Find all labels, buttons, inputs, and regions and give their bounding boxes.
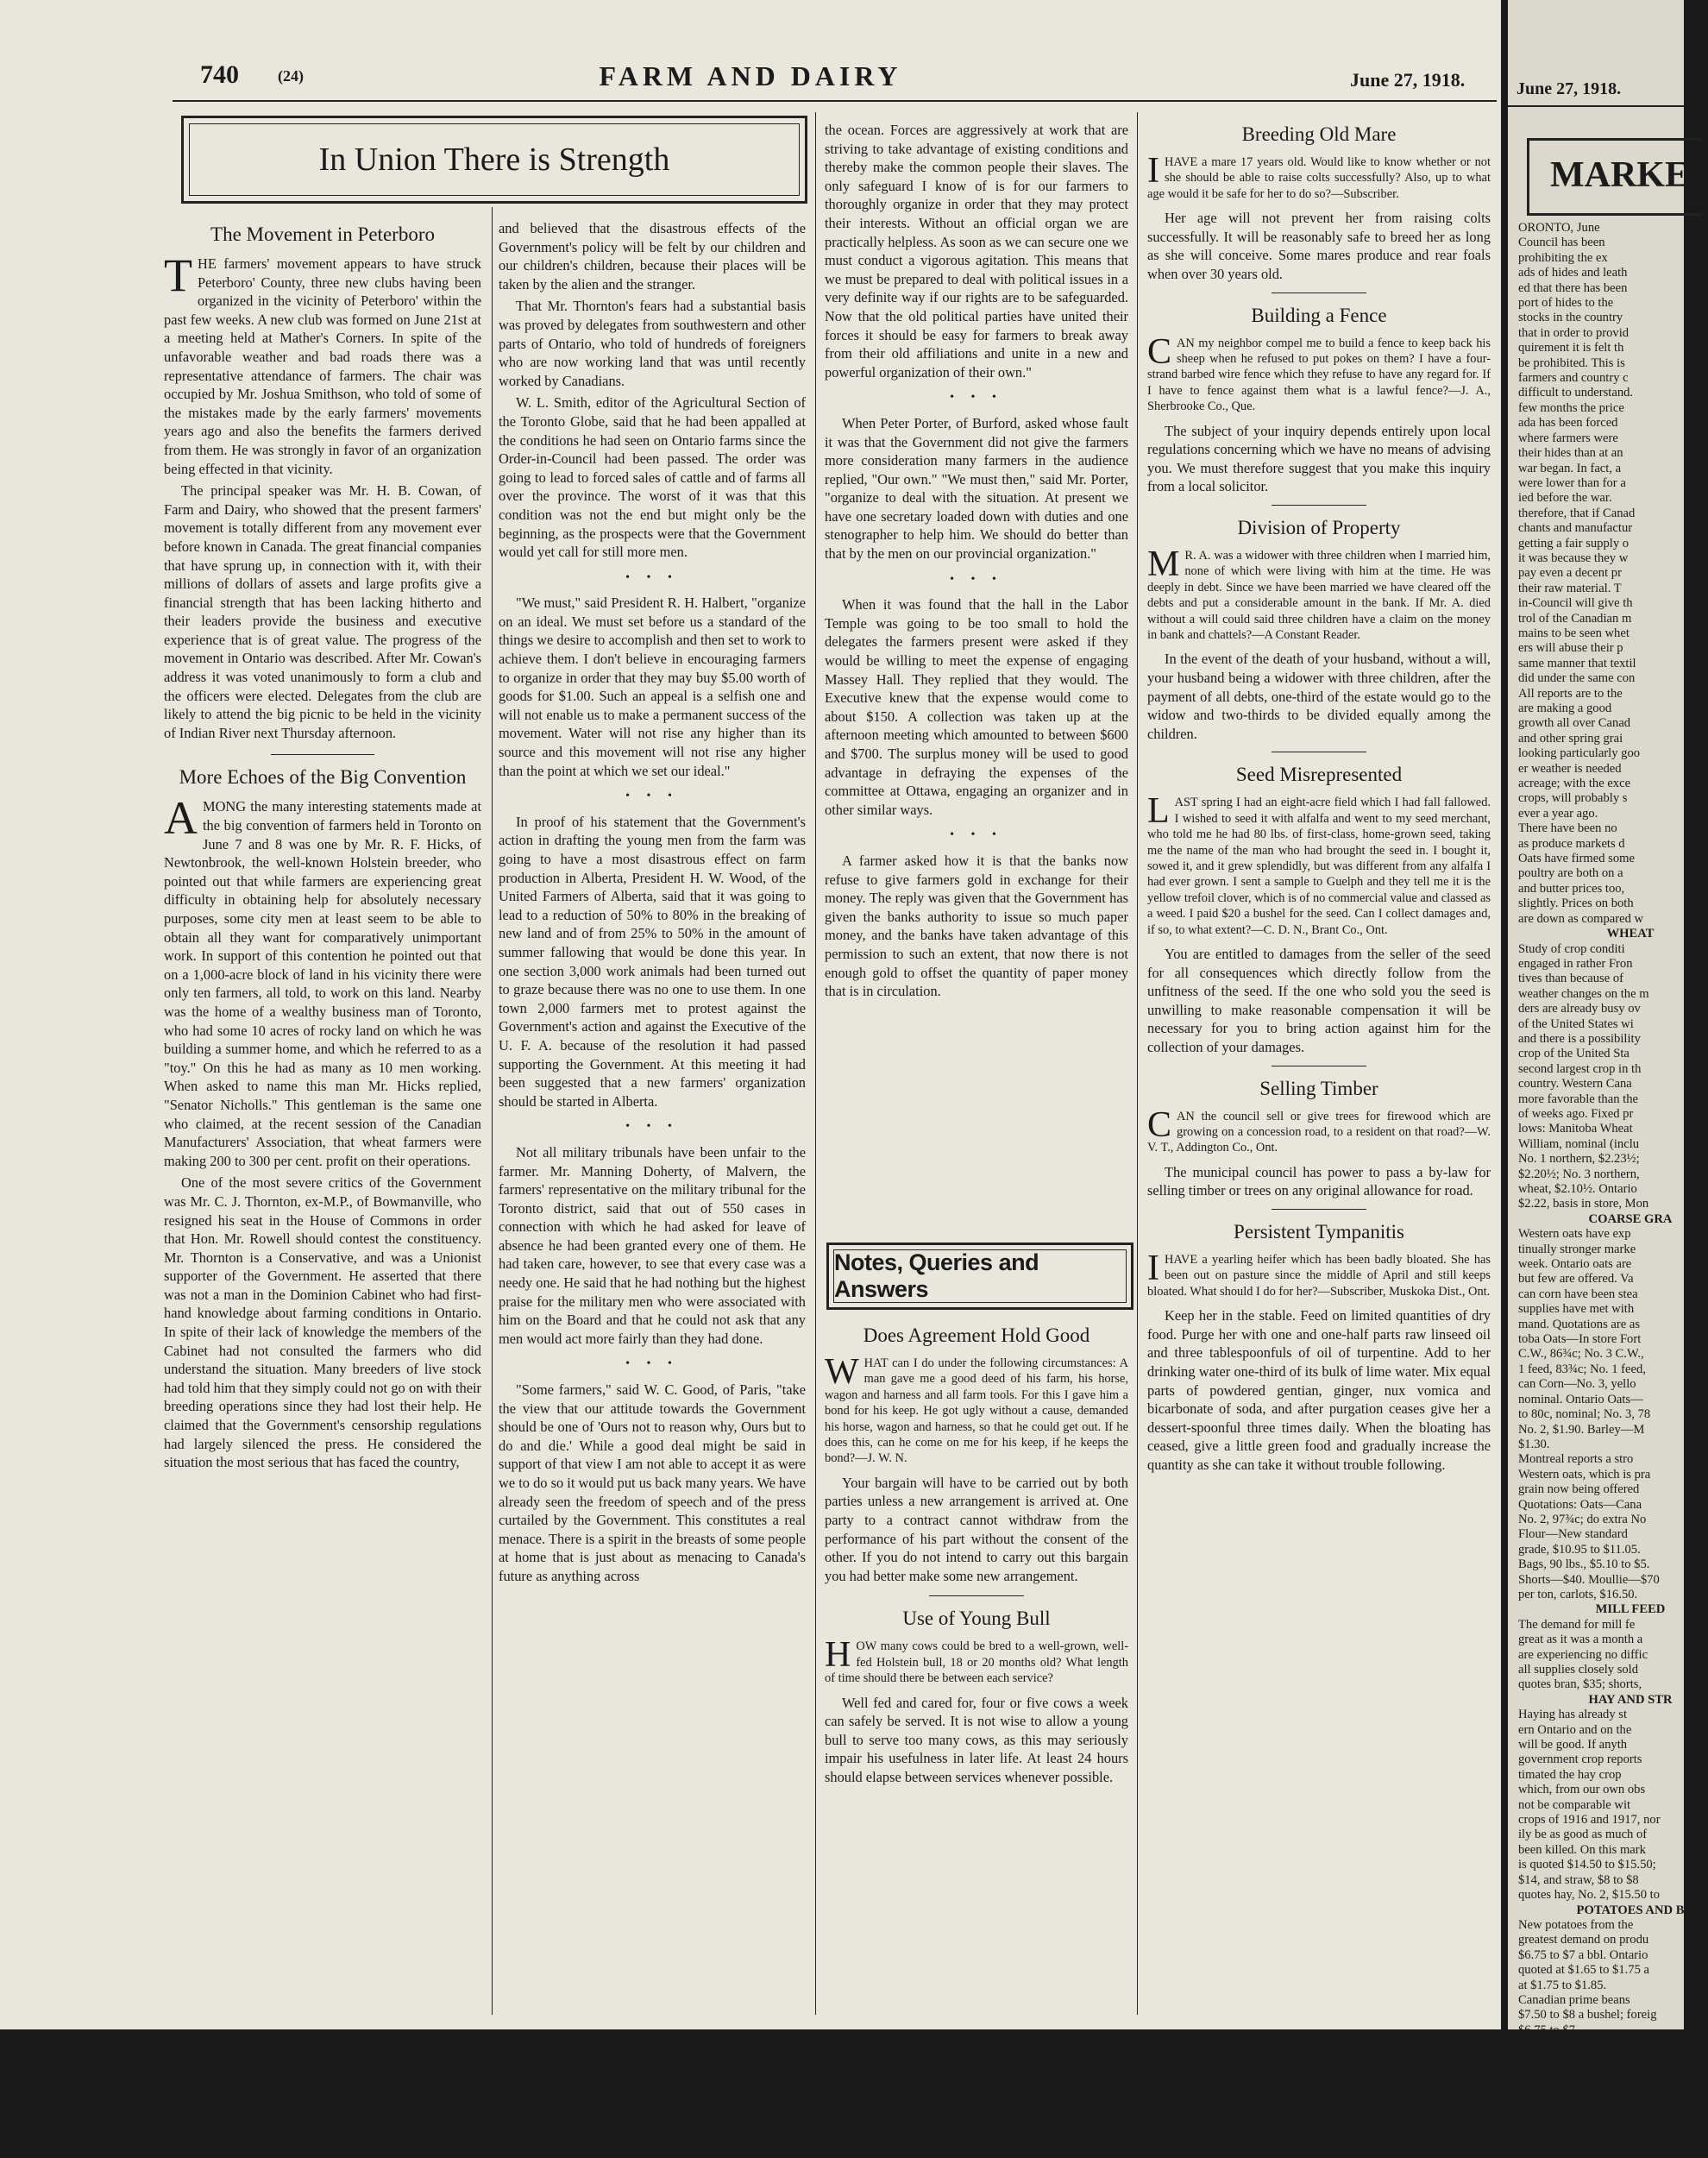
separator: • • • <box>950 391 1003 405</box>
market-line: quotes bran, $35; shorts, <box>1518 1677 1642 1692</box>
market-line: that in order to provid <box>1518 325 1630 340</box>
market-line: Canadian prime beans <box>1518 1992 1630 2007</box>
market-line: Western oats, which is pra <box>1518 1467 1651 1482</box>
market-line: per ton, carlots, $16.50. <box>1518 1587 1638 1601</box>
market-line: can Corn—No. 3, yello <box>1518 1377 1636 1392</box>
market-line: No. 2, 97¾c; do extra No <box>1518 1512 1647 1526</box>
divider <box>1272 1209 1366 1210</box>
column-3 <box>825 121 1128 1234</box>
paragraph: "Some farmers," said W. C. Good, of Paris, "take the view that our attitude towards the Government should be one of 'Ours not to reason why, Ours but to do and die.' While a good deal might be said in support of that view I am not able to accept it as were we to do so it would put us back many years. We have already seen the freedom of speech and of the press curtailed by the Government. This constitutes a real menace. There is a spirit in the breasts of some people at home that is just about as menacing to Canada's future as anything across <box>499 1381 806 1584</box>
market-line: supplies have met with <box>1518 1302 1635 1317</box>
market-line: did under the same con <box>1518 671 1636 686</box>
market-line: $2.50; horsehides, country <box>1518 2083 1652 2098</box>
adjacent-page <box>1508 0 1689 2157</box>
market-line: chants and manufactur <box>1518 521 1633 536</box>
market-line: $1.30. <box>1518 1437 1550 1451</box>
answer: The municipal council has power to pass a by-law for selling timber or trees on any original allowance for road. <box>1147 1163 1491 1199</box>
market-line: their raw material. T <box>1518 581 1622 595</box>
market-line: pay even a decent pr <box>1518 566 1622 581</box>
paragraph: One of the most severe critics of the Government was Mr. C. J. Thornton, ex-M.P., of Bowmanville, who resigned his seat in the House of Commons in order that Hon. Mr. Rowell should contest the constituency. Mr. Thornton is a Conservative, and was a Unionist supporter of the Government. He asserted that there was not a man in the Dominion Cabinet who had first-hand knowledge about farming conditions in Ontario. In spite of their lack of knowledge the members of the Cabinet had not consulted the farmers who did understand the situation. Many breeders of live stock had told him that they simply could not go on with their breeding operations since they had lost their help. He claimed that the Government's censorship regulations had largely silenced the press. He considered the situation the most serious that has faced the country, <box>164 1174 481 1471</box>
answer: The subject of your inquiry depends entirely upon local regulations concerning which we have no means of advising you. We must therefore suggest that you make this inquiry from a local solicitor. <box>1147 422 1491 495</box>
query-text: AN my neighbor compel me to build a fence to keep back his sheep when he refused to put pokes on them? I have a four-strand barbed wire fence which they refuse to have any regard for. If I have to fence against them what is a lawful fence?—J. A., Sherbrooke Co., Que. <box>1147 336 1491 414</box>
header-rule <box>173 100 1497 102</box>
market-line: it was because they w <box>1518 551 1629 565</box>
paragraph: That Mr. Thornton's fears had a substantial basis was proved by delegates from southwestern and other parts of Ontario, who told of hundreds of foreigners who are now working land that was until recently worked by Canadians. <box>499 298 806 389</box>
market-line: $2.22, basis in store, Mon <box>1518 1197 1649 1211</box>
drop-cap: C <box>1147 1104 1172 1145</box>
answer: Keep her in the stable. Feed on limited quantities of dry food. Purge her with one and one-half parts raw linseed oil and three tablespoonfuls of oil of turpentine. Add to her drinking water one-third of its bulk of lime water. Mix equal parts of powdered gentian, ginger, nux vomica and bicarbonate of soda, and after purgation ceases give her a dessert-spoonful three times daily. When the bloating has ceased, give a little green food and gradually increase the quantity as she can take it without trouble following. <box>1147 1307 1491 1473</box>
adjacent-header-rule <box>1508 105 1684 107</box>
market-line: been killed. On this mark <box>1518 1842 1646 1857</box>
market-line: Study of crop conditi <box>1518 941 1625 956</box>
market-line: ads of hides and leath <box>1518 266 1628 280</box>
heading-more-echoes: More Echoes of the Big Convention <box>179 766 467 789</box>
market-line: ers will abuse their p <box>1518 641 1623 656</box>
market-line: All reports are to the <box>1518 686 1623 701</box>
query <box>825 1635 1128 1686</box>
market-line: tinually stronger marke <box>1518 1242 1636 1256</box>
paragraph-text: MONG the many interesting statements made at the big convention of farmers held in Toronto on June 7 and 8 was one by Mr. R. F. Hicks, of Newtonbrook, the well-known Holstein breeder, who pointed out that while farmers are experiencing great difficulty in obtaining help for absolutely necessary purposes, some city men at least seem to be able to obtain all they want for comparatively unimportant work. In support of this contention he pointed out that on a 1,000-acre block of land in his vicinity there were only ten farmers, all told, to work on this land. Nearby was the home of a wealthy business man of Toronto, who had some 10 acres of rocky land on which he was building a summer home, and which he referred to as a "toy." On this he had as many as 10 men working. When asked to name this man Mr. Hicks replied, "Senator Nicholls." This gentleman is the same one who claimed, at the recent session of the Canadian Manufacturers' Association, that wheat farmers were making 200 to 300 per cent. profit on their operations. <box>164 798 481 1169</box>
separator: • • • <box>625 1357 679 1371</box>
heading-movement-peterboro: The Movement in Peterboro <box>210 223 435 245</box>
market-line: all supplies closely sold <box>1518 1663 1639 1677</box>
column-rule-3 <box>1137 112 1138 2015</box>
paragraph: In proof of his statement that the Government's action in drafting the young men from the farm was going to have a most disastrous effect on farm production in Alberta, President H. W. Wood, of the United Farmers of Alberta, said that it was going to lead to a reduction of 50% to 80% in the breaking of new land and of from 25% to 50% in the amount of summer fallowing that would be done this year. In one section 3,000 work animals had been turned out to graze because there was no one to use them. In one town 2,000 farmers met to protest against the Government's action and against the Executive of the U. F. A. because of the resolution it had passed supporting the Government. At this meeting it had been suggested that a new farmers' organization should be started in Alberta. <box>499 813 806 1110</box>
market-line: poultry are both on a <box>1518 866 1623 881</box>
market-line: and butter prices too, <box>1518 881 1625 896</box>
market-line: their hides than at an <box>1518 446 1623 461</box>
market-line: ders are already busy ov <box>1518 1002 1641 1016</box>
market-line: were lower than for a <box>1518 475 1626 490</box>
heading-selling-timber: Selling Timber <box>1259 1077 1378 1099</box>
market-line: same manner that textil <box>1518 656 1636 670</box>
paragraph: Not all military tribunals have been unfair to the farmer. Mr. Manning Doherty, of Malvern, the farmers' representative on the military tribunal for the Toronto district, said that out of 550 cases in connection with which he had asked for leave of absence he had been granted every one of them. He had taken care, however, to see that every case was a needy one. He said that he had nothing but the highest praise for the military men who were associated with him on the Board and that he could not ask that any men would act more fairly than they had done. <box>499 1143 806 1347</box>
divider <box>271 754 374 755</box>
answer: You are entitled to damages from the seller of the seed for all consequences which directly follow from the unfitness of the seed. If the one who sold you the seed is unwilling to make reasonable compensation it will be necessary for you to bring action against him for the collection of your damages. <box>1147 946 1491 1056</box>
query-text: HAT can I do under the following circumstances: A man gave me a good deed of his farm, his horse, wagon and harness and all farm tools. For this I gave him a bond for his keep. He got ugly without a cause, demanded his horse, wagon and harness, so that he could get out. If he does this, can he come on me for his keep, if he keeps the bond?—J. W. N. <box>825 1356 1128 1466</box>
paragraph: The principal speaker was Mr. H. B. Cowan, of Farm and Dairy, who showed that the present farmers' movement is totally different from any movement ever before known in Canada. The great financial companies that have sprung up, in connection with it, with their millions of dollars of assets and large profits give a financial strength that has been lacking hitherto and their leaders provide the business and executive experience that is of great value. The progress of the movement in Ontario was described. After Mr. Cowan's address it was voted unanimously to form a club and the officers were elected. Delegates from the club are likely to attend the big picnic to be held in the vicinity of Indian River next Thursday afternoon. <box>164 482 481 741</box>
market-line: to 80c, nominal; No. 3, 78 <box>1518 1407 1651 1422</box>
market-line: growth all over Canad <box>1518 716 1631 731</box>
drop-cap: W <box>825 1352 859 1392</box>
market-line: more favorable than the <box>1518 1092 1638 1106</box>
market-subheading: HIDES AND WO <box>1583 2038 1678 2053</box>
heading-seed-misrepresented: Seed Misrepresented <box>1235 764 1403 786</box>
market-line: $6.75 to $7 a bbl. Ontario <box>1518 1947 1648 1962</box>
market-line: skins, $2.50 to $3.50. Horse <box>1518 2113 1660 2128</box>
market-line: lows: Manitoba Wheat <box>1518 1122 1633 1136</box>
market-line: timated the hay crop <box>1518 1767 1622 1782</box>
market-line: Flour—New standard <box>1518 1527 1628 1542</box>
drop-cap: H <box>825 1635 851 1676</box>
drop-cap: L <box>1147 791 1170 832</box>
market-line: getting a fair supply o <box>1518 536 1630 551</box>
market-line: are experiencing no diffic <box>1518 1647 1648 1662</box>
section-number: (24) <box>278 67 304 85</box>
market-line: tives than because of <box>1518 972 1623 986</box>
paragraph: "We must," said President R. H. Halbert, "organize on an ideal. We must set before us a standard of the things we desire to accomplish and then set to work to achieve them. I don't believe in encouraging farmers to organize in order that they may buy $5.00 worth of goods for $1.00. Such an appeal is a selfish one and will not enable us to make a permanent success of the movement. Water will not rise any higher than its source and this movement will not rise any higher than the point at which we set our ideal." <box>499 595 806 779</box>
market-line: government crop reports <box>1518 1752 1642 1767</box>
market-line: quirement it is felt th <box>1518 341 1624 355</box>
market-subheading: HAY AND STR <box>1588 1692 1673 1707</box>
market-line: not be comparable wit <box>1518 1797 1631 1812</box>
query <box>1147 1249 1491 1299</box>
drop-cap: A <box>164 792 198 845</box>
market-line: acreage; with the exce <box>1518 777 1631 791</box>
paragraph: When it was found that the hall in the Labor Temple was going to be too small to hold the delegates the farmers present were asked if they would be willing to meet the expense of engaging Massey Hall. They replied that they would. The Executive knew that the expense would come to about $150. A collection was taken up at the afternoon meeting which amounted to between $600 and $700. The surplus money will be used to good advantage in defraying the expenses of the committee at Ottawa, engaging an organizer and in other similar ways. <box>825 596 1128 818</box>
heading-division-property: Division of Property <box>1237 517 1401 538</box>
market-line: war began. In fact, a <box>1518 461 1622 475</box>
market-line: stock, 28c per lb. <box>1518 2128 1605 2142</box>
paragraph <box>164 249 481 478</box>
market-line: Bags, 90 lbs., $5.10 to $5. <box>1518 1557 1650 1572</box>
query-text: OW many cows could be bred to a well-grown, well-fed Holstein bull, 18 or 20 months old? What length of time should there be between each service? <box>825 1639 1128 1686</box>
issue-date: June 27, 1918. <box>1350 69 1466 91</box>
market-subheading: POTATOES AND B <box>1576 1903 1685 1917</box>
drop-cap: I <box>1147 1249 1159 1289</box>
adjacent-page-date: June 27, 1918. <box>1516 79 1622 98</box>
separator: • • • <box>625 790 679 803</box>
market-line: great as it was a month a <box>1518 1633 1643 1647</box>
market-line: and there is a possibility <box>1518 1031 1641 1046</box>
market-line: is quoted $14.50 to $15.50; <box>1518 1858 1656 1872</box>
notes-banner <box>826 1243 1133 1310</box>
market-line: cured, 15c; deacons or bob <box>1518 2067 1654 2082</box>
market-line: Beef hides, green, 11c; gr <box>1518 2053 1648 2067</box>
query-text: R. A. was a widower with three children when I married him, none of which were living with him at the time. He was deeply in debt. Since we have been married we have cleared off the debts and put a considerable amount in the bank. If Mr. A. died without a will could said three children have a claim on the money in bank and chattels?—A Constant Reader. <box>1147 549 1491 643</box>
market-line: Haying has already st <box>1518 1708 1628 1722</box>
market-line: will be good. If anyth <box>1518 1738 1628 1752</box>
market-line: Montreal reports a stro <box>1518 1452 1634 1467</box>
market-line: quoted at $1.65 to $1.75 a <box>1518 1963 1649 1978</box>
market-line: $14, and straw, $8 to $8 <box>1518 1872 1639 1887</box>
column-rule-1 <box>492 207 493 2015</box>
query-text: HAVE a mare 17 years old. Would like to know whether or not she should be able to raise colts successfully? Also, up to what age would it be safe for her to do so?—Subscriber. <box>1147 155 1491 201</box>
market-line: engaged in rather Fron <box>1518 956 1633 971</box>
heading-young-bull: Use of Young Bull <box>902 1607 1051 1630</box>
paragraph-text: HE farmers' movement appears to have struck Peterboro' County, three new clubs having been organized in the vicinity of Peterboro' within the past few weeks. A new club was formed on June 21st at a meeting held at Mather's Corners. In spite of the unfavorable weather and bad roads there was a representative attendance of farmers. The chair was occupied by Mr. Joshua Smithson, who told of some of the mistakes made by the early farmers' movements years ago and also the benefits the farmers derived from them. He was strongly in favor of an organization being effected in that vicinity. <box>164 255 481 477</box>
market-line: slightly. Prices on both <box>1518 897 1634 911</box>
market-subheading: COARSE GRA <box>1588 1211 1673 1226</box>
market-subheading: WHEAT <box>1606 927 1655 941</box>
section-banner-inner <box>189 123 800 196</box>
market-line: New potatoes from the <box>1518 1917 1634 1932</box>
adjacent-market-column <box>1518 221 1708 2157</box>
market-line: ORONTO, June <box>1518 221 1600 235</box>
drop-cap: M <box>1147 544 1180 584</box>
divider <box>929 1595 1024 1596</box>
market-line: are down as compared w <box>1518 911 1644 926</box>
query-text: AST spring I had an eight-acre field which I had fall fallowed. I wished to seed it with alfalfa and went to my seed merchant, who told me he had 80 lbs. of first-class, home-grown seed, taking me the name of the man who had brought the seed in. I bought it, sowed it, and it grew splendidly, but was different from any alfalfa I had ever grown. I sent a sample to Guelph and they tell me it is the yellow trefoil clover, which is of no commercial value and classed as a weed. I paid $20 a bushel for the seed. Can I collect damages and, if so, to what extent?—C. D. N., Brant Co., Ont. <box>1147 796 1491 937</box>
market-line: ern Ontario and on the <box>1518 1722 1632 1737</box>
market-line: 1, $6 to $6; No. 2, $4 to $5 <box>1518 2098 1655 2112</box>
column-1 <box>164 212 481 2016</box>
market-line: second largest crop in th <box>1518 1061 1642 1076</box>
market-line: at $1.75 to $1.85. <box>1518 1978 1607 1992</box>
market-line: er weather is needed <box>1518 761 1622 776</box>
market-line: No. 1 northern, $2.23½; <box>1518 1152 1640 1167</box>
query-text: AN the council sell or give trees for firewood which are growing on a concession road, to a resident on that road?—W. V. T., Addington Co., Ont. <box>1147 1109 1491 1155</box>
market-line: crops, will probably s <box>1518 791 1628 806</box>
paragraph: W. L. Smith, editor of the Agricultural Section of the Toronto Globe, said that he had been appalled at the conditions he had seen on Ontario farms since the Order-in-Council had been passed. The order was going to lead to forced sales of cattle and of farms all over the province. The worst of it was that this condition was not the end but might only be the beginning, as the prospects were that the Government would yet call for still more men. <box>499 394 806 561</box>
heading-breeding-old-mare: Breeding Old Mare <box>1241 123 1397 145</box>
market-line: farmers and country c <box>1518 371 1629 386</box>
paragraph: and believed that the disastrous effects of the Government's policy will be felt by our children and our children's children, because their places will be taken by the alien and the stranger. <box>499 220 806 293</box>
market-line: $6.75 to $7. <box>1518 2023 1579 2037</box>
market-line: weather changes on the m <box>1518 986 1649 1001</box>
answer: Your bargain will have to be carried out by both parties unless a new arrangement is arrived at. One party to a contract cannot withdraw from the performance of his part without the consent of the other. If you do not intend to carry out this bargain you had better make some new arrangement. <box>825 1474 1128 1584</box>
paragraph: When Peter Porter, of Burford, asked whose fault it was that the Government did not give the farmers more consideration many farmers in the audience replied, "Our own." "We must then," said Mr. Porter, "organize to deal with the situation. At present we have one secretary loaded down with duties and one stenographer to help him. We should do better than that by the men on our provincial organization." <box>825 414 1128 563</box>
market-line: C.W., 86¾c; No. 3 C.W., <box>1518 1347 1644 1362</box>
market-line: Shorts—$40. Moullie—$70 <box>1518 1572 1660 1587</box>
separator: • • • <box>950 572 1003 586</box>
market-line: greatest demand on produ <box>1518 1933 1649 1947</box>
market-line: few months the price <box>1518 400 1624 415</box>
market-line: nominal. Ontario Oats— <box>1518 1392 1643 1406</box>
paragraph: the ocean. Forces are aggressively at work that are striving to take advantage of existing conditions and thereby make the common people their slaves. The only safeguard I know of is for our farmers to thoroughly organize in order that they may protect their interests. Without an official organ we are practically helpless. As soon as we can secure one we must conduct a vigorous agitation. This means that we must be prepared to deal with political issues in a very definite way if our rights are to be safeguarded. Now that the old political parties have united their forces it should be easy for farmers to break away from their old affiliations and unite in a new and powerful organization of their own." <box>825 122 1128 381</box>
notes-banner-title: Notes, Queries and Answers <box>834 1249 1039 1302</box>
market-line: 1 feed, 83¾c; No. 1 feed, <box>1518 1362 1646 1376</box>
market-line: $2.20½; No. 3 northern, <box>1518 1167 1640 1181</box>
market-line: ever a year ago. <box>1518 806 1598 821</box>
market-line: week. Ontario oats are <box>1518 1257 1632 1272</box>
section-banner-title: In Union There is Strength <box>318 142 670 178</box>
query <box>1147 1104 1491 1156</box>
paragraph <box>164 792 481 1170</box>
market-line: can corn have been stea <box>1518 1287 1638 1301</box>
market-line: of the United States wi <box>1518 1016 1634 1031</box>
column-3-notes <box>825 1313 1128 2012</box>
market-line: crop of the United Sta <box>1518 1047 1630 1061</box>
market-line: Council has been <box>1518 236 1605 250</box>
market-line: are making a good <box>1518 702 1612 715</box>
market-line: grade, $10.95 to $11.05. <box>1518 1542 1641 1557</box>
market-line: William, nominal (inclu <box>1518 1136 1640 1151</box>
market-line: looking particularly goo <box>1518 746 1641 761</box>
divider <box>1272 505 1366 506</box>
column-4 <box>1147 116 1491 2014</box>
separator: • • • <box>625 1120 679 1134</box>
heading-persistent-tympanitis: Persistent Tympanitis <box>1234 1221 1404 1243</box>
market-line: quotes hay, No. 2, $15.50 to <box>1518 1888 1661 1903</box>
market-line: No. 2, $1.90. Barley—M <box>1518 1422 1645 1437</box>
publication-title: FARM AND DAIRY <box>599 60 902 91</box>
market-line: toba Oats—In store Fort <box>1518 1332 1642 1347</box>
market-line: ied before the war. <box>1518 491 1612 506</box>
adjacent-markets-banner <box>1527 138 1702 216</box>
market-line: grain now being offered <box>1518 1482 1640 1497</box>
market-line: mains to be seen whet <box>1518 626 1630 640</box>
heading-building-fence: Building a Fence <box>1251 304 1387 326</box>
market-line: mand. Quotations are as <box>1518 1317 1641 1331</box>
query <box>1147 331 1491 415</box>
market-line: ily be as good as much of <box>1518 1828 1648 1842</box>
answer: Well fed and cared for, four or five cows a week can safely be served. It is not wise to allow a young bull to serve too many cows, as this may seriously impair his usefulness in later life. At least 24 hours should elapse between services whenever possible. <box>825 1694 1128 1785</box>
market-line: Western oats have exp <box>1518 1227 1631 1242</box>
drop-cap: I <box>1147 151 1159 191</box>
market-line: and other spring grai <box>1518 731 1623 746</box>
market-line: but few are offered. Va <box>1518 1272 1634 1287</box>
query <box>825 1352 1128 1467</box>
query <box>1147 151 1491 202</box>
market-line: $7.50 to $8 a bushel; foreig <box>1518 2008 1657 2023</box>
market-line: country. Western Cana <box>1518 1077 1632 1092</box>
section-banner <box>181 116 807 204</box>
notes-banner-inner <box>833 1249 1127 1303</box>
separator: • • • <box>950 828 1003 842</box>
market-line: ada has been forced <box>1518 416 1618 431</box>
column-2 <box>499 219 806 2014</box>
market-line: trol of the Canadian m <box>1518 611 1632 626</box>
adjacent-banner-title: MARKE <box>1550 155 1689 195</box>
drop-cap: T <box>164 249 192 301</box>
market-line: There have been no <box>1518 821 1617 836</box>
market-line: difficult to understand. <box>1518 386 1634 400</box>
market-line: where farmers were <box>1518 431 1618 445</box>
query <box>1147 544 1491 643</box>
market-line: wheat, $2.10½. Ontario <box>1518 1182 1637 1196</box>
query-text: HAVE a yearling heifer which has been badly bloated. She has been out on pasture since the middle of April and still keeps bloated. What should I do for her?—Subscriber, Muskoka Dist., Ont. <box>1147 1253 1491 1299</box>
market-line: Oats have firmed some <box>1518 852 1635 866</box>
market-line: in-Council will give th <box>1518 596 1633 611</box>
market-line: of weeks ago. Fixed pr <box>1518 1106 1634 1121</box>
market-line: crops of 1916 and 1917, nor <box>1518 1813 1661 1828</box>
answer: In the event of the death of your husband, without a will, your husband being a widower with three children, after the payment of all debts, one-third of the estate would go to the widow and two-thirds to be divided equally among the children. <box>1147 651 1491 742</box>
market-line: Wool—Unwashed, fine <box>1518 2143 1637 2157</box>
market-line: Quotations: Oats—Cana <box>1518 1497 1642 1512</box>
heading-does-agreement: Does Agreement Hold Good <box>863 1324 1090 1346</box>
page-number: 740 <box>200 60 239 89</box>
market-line: ed that there has been <box>1518 280 1628 295</box>
drop-cap: C <box>1147 331 1172 372</box>
paragraph: A farmer asked how it is that the banks now refuse to give farmers gold in exchange for their money. The reply was given that the Government has given the banks authority to issue so much paper money, and the banks have taken advantage of this permission to such an extent, that now there is not enough gold to offset the quantity of paper money that is in circulation. <box>825 852 1128 1000</box>
query <box>1147 791 1491 938</box>
market-line: port of hides to the <box>1518 296 1614 311</box>
market-subheading: MILL FEED <box>1595 1602 1666 1617</box>
market-line: stocks in the country <box>1518 311 1623 325</box>
market-line: which, from our own obs <box>1518 1783 1646 1797</box>
column-rule-2 <box>815 112 816 2015</box>
answer: Her age will not prevent her from raising colts successfully. It will be reasonably safe to breed her as long as she will conceive. Some mares produce and rear foals when over 30 years old. <box>1147 210 1491 282</box>
market-line: prohibiting the ex <box>1518 250 1608 265</box>
separator: • • • <box>625 570 679 584</box>
market-line: be prohibited. This is <box>1518 355 1625 370</box>
market-line: as produce markets d <box>1518 836 1625 851</box>
market-line: The demand for mill fe <box>1518 1617 1636 1632</box>
market-line: therefore, that if Canad <box>1518 506 1636 520</box>
